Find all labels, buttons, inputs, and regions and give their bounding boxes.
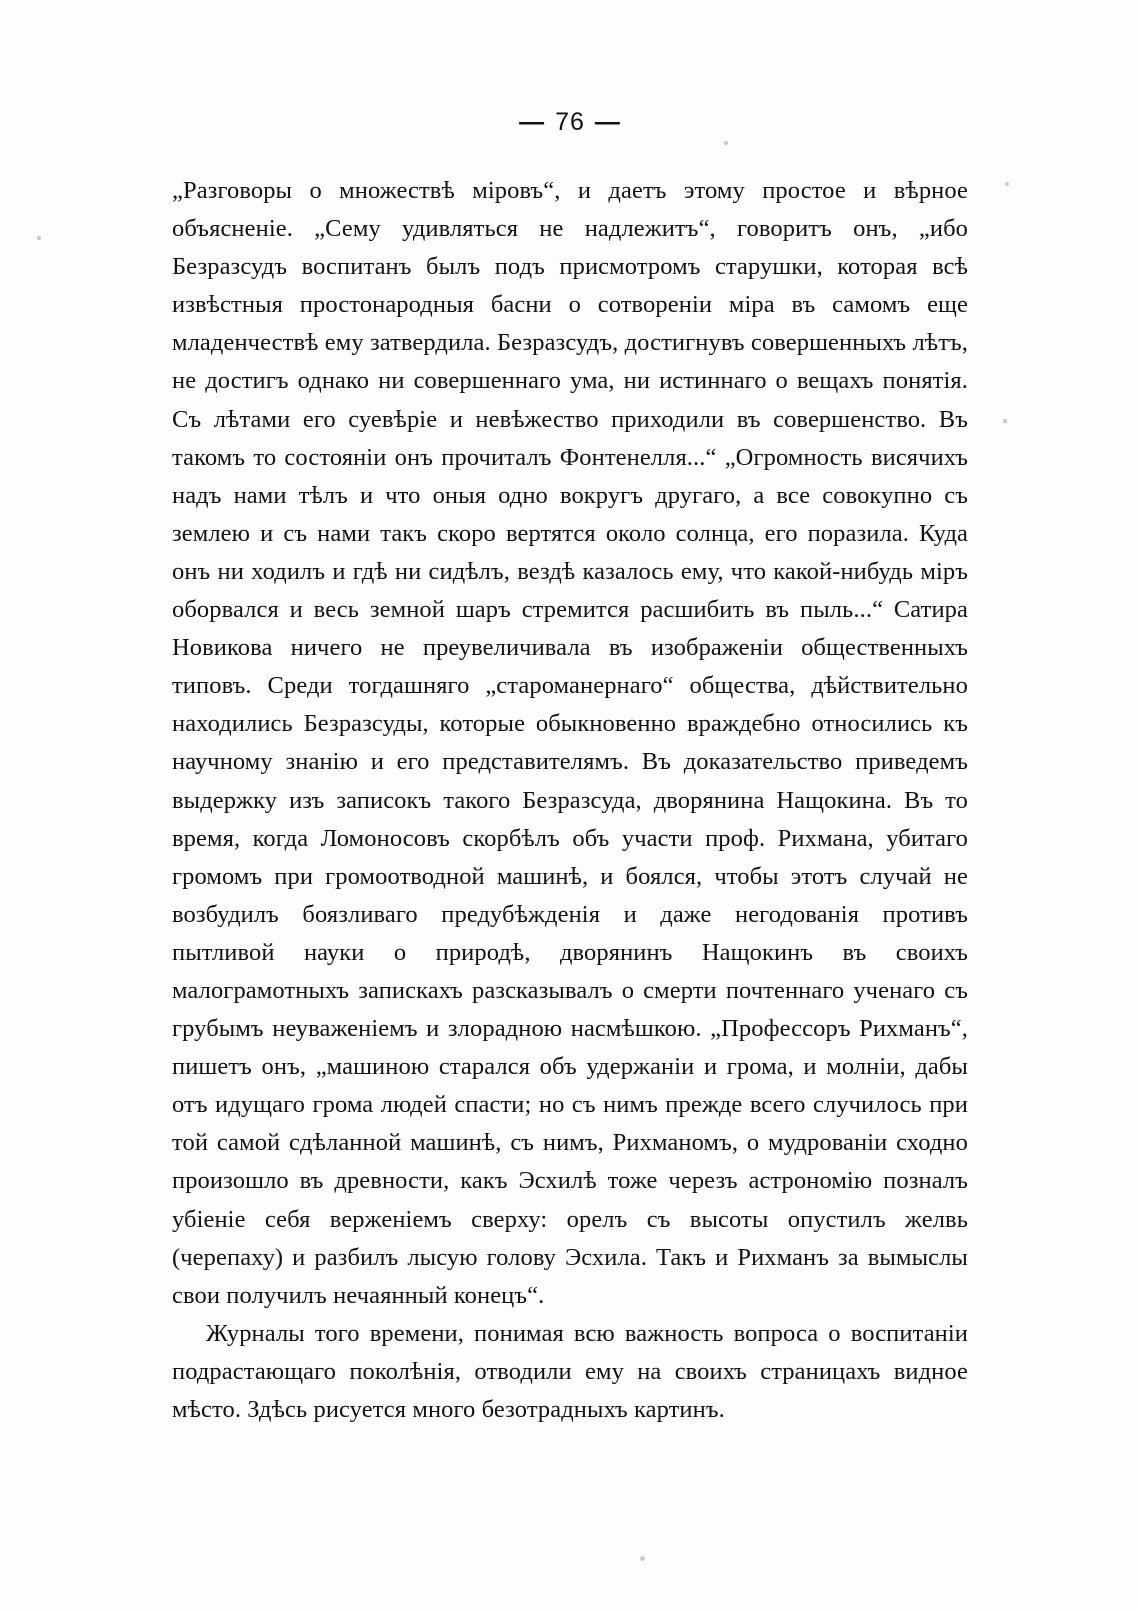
page-number-dash-left: — — [519, 108, 546, 136]
page-number-dash-right: — — [594, 108, 621, 136]
paper-speck — [37, 236, 41, 240]
paper-speck — [640, 1556, 645, 1561]
paragraph: „Разговоры о множествѣ мiровъ“, и даетъ этому простое и вѣрное объясненie. „Сему удивляться не надлежитъ“, говоритъ онъ, „ибо Безразсудъ воспитанъ былъ подъ присмотромъ старушки, которая всѣ извѣстныя простонародныя басни о сотворенiи мiра въ самомъ еще младенчествѣ ему затвердила. Безразсудъ, достигнувъ совершенныхъ лѣтъ, не достигъ однако ни совершеннаго ума, ни истиннаго о вещахъ понятiя. Съ лѣтами его суевѣрie и невѣжество приходили въ совершенство. Въ такомъ то состоянiи онъ прочиталъ Фонтенелля...“ „Огромность висячихъ надъ нами тѣлъ и что оныя одно вокругъ другаго, а все совокупно съ землею и съ нами такъ скоро вертятся около солнца, его поразила. Куда онъ ни ходилъ и гдѣ ни сидѣлъ, вездѣ казалось ему, что какой-нибудь мiръ оборвался и весь земной шаръ стремится расшибить въ пыль...“ Сатира Новикова ничего не преувеличивала въ изображенiи общественныхъ типовъ. Среди тогдашняго „староманернаго“ общества, дѣйствительно находились Безразсуды, которые обыкновенно враждебно относились къ научному знанiю и его представителямъ. Въ доказательство приведемъ выдержку изъ записокъ такого Безразсуда, дворянина Нащокина. Въ то время, когда Ломоносовъ скорбѣлъ объ участи проф. Рихмана, убитаго громомъ при громоотводной машинѣ, и боялся, чтобы этотъ случай не возбудилъ боязливаго предубѣжденiя и даже негодованiя противъ пытливой науки о природѣ, дворянинъ Нащокинъ въ своихъ малограмотныхъ запискахъ разсказывалъ о смерти почтеннаго ученаго съ грубымъ неуваженiемъ и злорадною насмѣшкою. „Профессоръ Рихманъ“, пишетъ онъ, „машиною старался объ удержанiи и грома, и молнiи, дабы отъ идущаго грома людей спасти; но съ нимъ прежде всего случилось при той самой сдѣланной машинѣ, съ нимъ, Рихманомъ, о мудрованiи сходно произошло въ древности, какъ Эсхилѣ тоже черезъ астрономiю позналъ убiенie себя верженiемъ сверху: орелъ съ высоты опустилъ желвь (черепаху) и разбилъ лысую голову Эсхила. Такъ и Рихманъ за вымыслы свои получилъ нечаянный конецъ“. — [172, 177, 968, 1309]
page-number — [0, 108, 1140, 137]
body-text — [172, 172, 968, 1429]
paper-speck — [1005, 182, 1009, 186]
paragraph: Журналы того времени, понимая всю важность вопроса о воспитанiи подрастающаго поколѣнiя, отводили ему на своихъ страницахъ видное мѣсто. Здѣсь рисуется много безотрадныхъ картинъ. — [172, 1319, 968, 1423]
paper-speck — [1003, 419, 1007, 423]
page-number-value: 76 — [555, 108, 585, 136]
paper-speck — [724, 141, 728, 145]
